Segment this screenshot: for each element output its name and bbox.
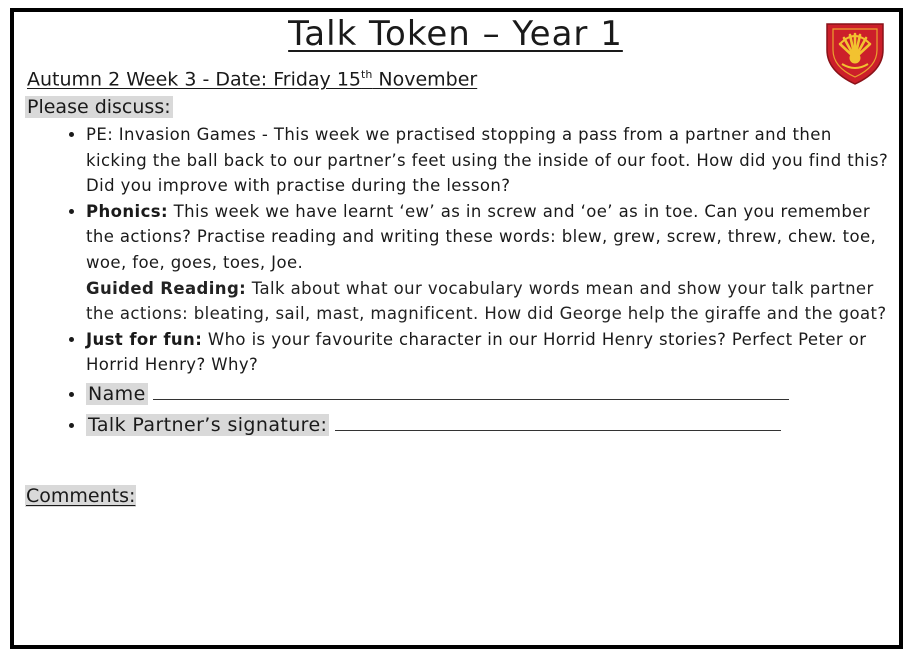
date-line: Autumn 2 Week 3 - Date: Friday 15th November [27, 68, 478, 91]
list-item-just-for-fun: • Just for fun: Who is your favourite character in our Horrid Henry stories? Perfect Peter or Horrid Henry? Why? [86, 327, 889, 378]
list-item-guided-reading: Guided Reading: Talk about what our vocabulary words mean and show your talk partner the actions: bleating, sail, mast, magnificent. How did George help the giraffe and the goat? [86, 278, 887, 324]
page-title: Talk Token – Year 1 [288, 14, 623, 54]
comments-heading: Comments: [26, 485, 136, 507]
school-crest-logo [824, 20, 886, 86]
name-field[interactable] [153, 398, 789, 400]
signature-label: Talk Partner’s signature: [88, 413, 328, 436]
discussion-list [27, 122, 889, 440]
list-item-signature [86, 411, 889, 440]
list-item-phonics: • Phonics: This week we have learnt ‘ew’ as in screw and ‘oe’ as in toe. Can you remember the actions? Practise reading and writing these words: blew, grew, screw, threw, chew. toe, woe, foe, goes, toes, Joe. [86, 199, 889, 276]
name-label: Name [88, 382, 146, 405]
signature-field[interactable] [335, 429, 781, 431]
discuss-heading: Please discuss: [27, 96, 171, 118]
list-item-pe: • PE: Invasion Games - This week we practised stopping a pass from a partner and then kicking the ball back to our partner’s feet using the inside of our foot. How did you find this? Did you improve with practise during the lesson? [86, 122, 889, 199]
list-item-name [86, 378, 889, 411]
